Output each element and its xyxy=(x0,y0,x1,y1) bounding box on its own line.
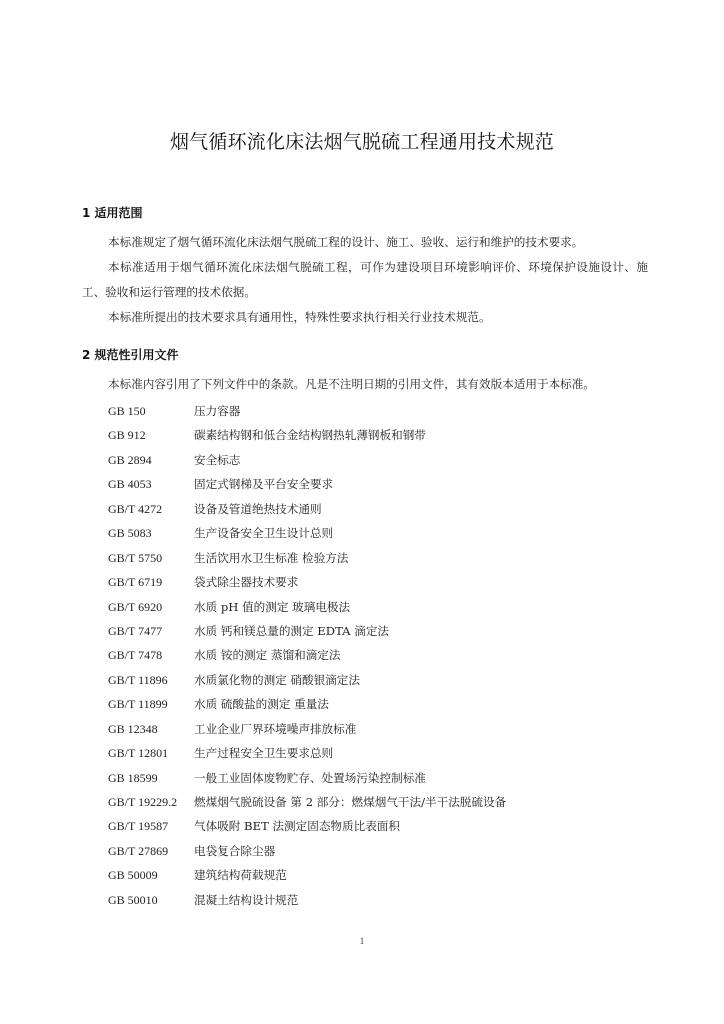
reference-item xyxy=(108,643,648,667)
reference-name: 一般工业固体废物贮存、处置场污染控制标准 xyxy=(194,770,426,785)
reference-name: 设备及管道绝热技术通则 xyxy=(194,501,322,516)
reference-name: 水质 pH 值的测定 玻璃电极法 xyxy=(194,599,351,614)
reference-name: 工业企业厂界环境噪声排放标准 xyxy=(194,721,357,736)
reference-code: GB 12348 xyxy=(108,721,158,736)
reference-item xyxy=(108,863,648,887)
reference-item xyxy=(108,888,648,912)
reference-code: GB/T 6920 xyxy=(108,599,163,614)
reference-name: 水质 铵的测定 蒸馏和滴定法 xyxy=(194,648,341,663)
reference-code: GB 150 xyxy=(108,404,146,418)
reference-name: 生活饮用水卫生标准 检验方法 xyxy=(194,550,349,565)
reference-name: 生产过程安全卫生要求总则 xyxy=(194,746,334,761)
section-heading-normative-references: 2 规范性引用文件 xyxy=(82,348,179,362)
reference-name: 水质 钙和镁总量的测定 EDTA 滴定法 xyxy=(194,623,390,638)
reference-item xyxy=(108,423,648,447)
reference-code: GB 912 xyxy=(108,428,146,443)
reference-code: GB/T 19229.2 xyxy=(108,795,178,809)
section-body-normative-references xyxy=(82,372,648,397)
reference-item xyxy=(108,619,648,643)
reference-list xyxy=(108,399,648,912)
reference-name: 电袋复合除尘器 xyxy=(194,843,276,858)
reference-code: GB 2894 xyxy=(108,452,152,467)
reference-name: 压力容器 xyxy=(194,404,241,418)
reference-item xyxy=(108,814,648,838)
reference-code: GB 4053 xyxy=(108,477,152,492)
section-body-scope xyxy=(82,230,648,330)
reference-code: GB/T 12801 xyxy=(108,746,169,761)
reference-code: GB 5083 xyxy=(108,526,152,541)
reference-item xyxy=(108,399,648,423)
reference-code: GB/T 7477 xyxy=(108,623,163,638)
paragraph: 本标准适用于烟气循环流化床法烟气脱硫工程，可作为建设项目环境影响评价、环境保护设施设计、施工、验收和运行管理的技术依据。 xyxy=(82,260,648,299)
reference-item xyxy=(108,668,648,692)
reference-code: GB/T 27869 xyxy=(108,843,169,858)
reference-item xyxy=(108,717,648,741)
reference-item xyxy=(108,595,648,619)
reference-item xyxy=(108,521,648,545)
reference-code: GB/T 11899 xyxy=(108,697,168,712)
reference-name: 建筑结构荷载规范 xyxy=(194,868,287,883)
reference-name: 袋式除尘器技术要求 xyxy=(194,575,299,590)
reference-item xyxy=(108,448,648,472)
reference-code: GB/T 6719 xyxy=(108,575,163,590)
reference-item xyxy=(108,692,648,716)
reference-code: GB/T 19587 xyxy=(108,819,169,834)
reference-code: GB/T 7478 xyxy=(108,648,163,663)
reference-name: 水质 硫酸盐的测定 重量法 xyxy=(194,697,329,712)
reference-name: 安全标志 xyxy=(194,452,241,467)
paragraph: 本标准所提出的技术要求具有通用性，特殊性要求执行相关行业技术规范。 xyxy=(108,310,491,324)
reference-code: GB/T 11896 xyxy=(108,672,168,687)
reference-item xyxy=(108,741,648,765)
reference-item xyxy=(108,546,648,570)
reference-name: 碳素结构钢和低合金结构钢热轧薄钢板和钢带 xyxy=(194,428,426,443)
paragraph: 本标准规定了烟气循环流化床法烟气脱硫工程的设计、施工、验收、运行和维护的技术要求。 xyxy=(108,235,584,249)
reference-name: 气体吸附 BET 法测定固态物质比表面积 xyxy=(194,819,400,834)
reference-name: 燃煤烟气脱硫设备 第 2 部分：燃煤烟气干法/半干法脱硫设备 xyxy=(194,795,507,809)
reference-item xyxy=(108,790,648,814)
reference-item xyxy=(108,472,648,496)
reference-code: GB/T 4272 xyxy=(108,501,163,516)
reference-name: 混凝土结构设计规范 xyxy=(194,892,299,907)
reference-code: GB/T 5750 xyxy=(108,550,163,565)
reference-item xyxy=(108,839,648,863)
reference-code: GB 50010 xyxy=(108,892,158,907)
reference-item xyxy=(108,766,648,790)
document-title: 烟气循环流化床法烟气脱硫工程通用技术规范 xyxy=(169,130,554,153)
section-heading-scope: 1 适用范围 xyxy=(82,206,143,220)
reference-code: GB 18599 xyxy=(108,770,158,785)
reference-item xyxy=(108,570,648,594)
reference-code: GB 50009 xyxy=(108,868,158,883)
reference-name: 水质氯化物的测定 硝酸银滴定法 xyxy=(194,672,360,687)
reference-name: 固定式钢梯及平台安全要求 xyxy=(194,477,334,492)
page-number: 1 xyxy=(359,936,365,946)
reference-name: 生产设备安全卫生设计总则 xyxy=(194,526,334,541)
reference-item xyxy=(108,497,648,521)
paragraph: 本标准内容引用了下列文件中的条款。凡是不注明日期的引用文件，其有效版本适用于本标准。 xyxy=(108,377,595,391)
